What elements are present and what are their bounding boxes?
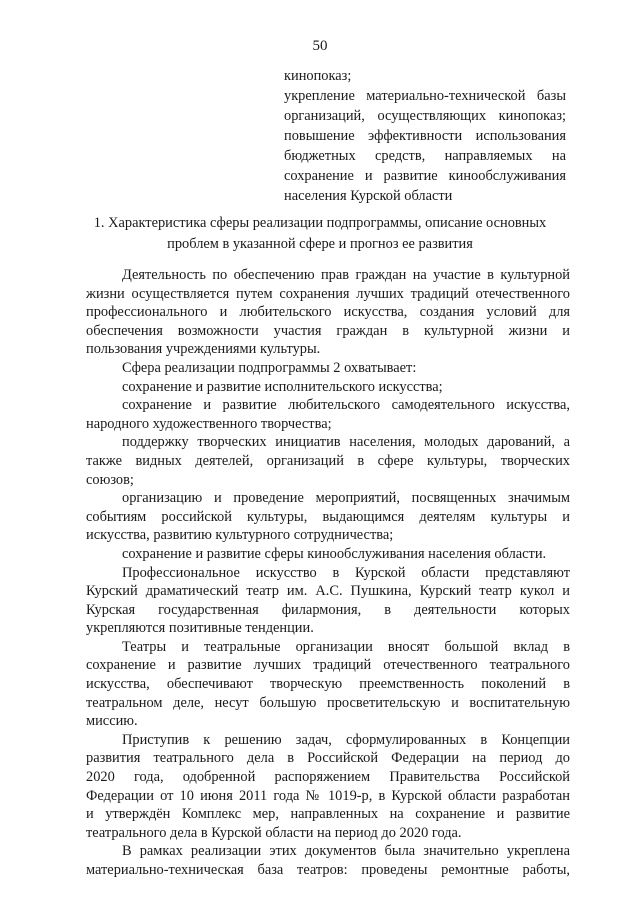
text-line: сохранение и развитие любительского самодеятельного искусства, xyxy=(122,397,570,414)
text-line: Профессиональное искусство в Курской области представляют xyxy=(122,564,570,581)
text-line: обеспечения возможности участия граждан в культурной жизни и xyxy=(86,322,570,339)
heading-line: проблем в указанной сфере и прогноз ее развития xyxy=(167,236,473,252)
text-line: театральном деле, несут большую просветительскую и воспитательную xyxy=(86,694,570,711)
text-line: Сфера реализации подпрограммы 2 охватывает: xyxy=(122,359,417,376)
subprogram-tasks-list xyxy=(284,66,566,206)
text-line: театрального дела в Курской области на период до 2020 года. xyxy=(86,824,462,841)
text-line: народного художественного творчества; xyxy=(86,415,332,432)
text-line: Деятельность по обеспечению прав граждан на участие в культурной xyxy=(122,267,570,283)
text-line: Курский драматический театр им. А.С. Пушкина, Курский театр кукол и xyxy=(86,583,570,600)
text-line: сохранение и развитие лучших традиций отечественного театрального xyxy=(86,657,570,674)
text-line: поддержку творческих инициатив населения, молодых дарований, а xyxy=(122,434,570,451)
text-line: миссию. xyxy=(86,713,138,730)
text-line: жизни осуществляется путем сохранения лучших традиций отечественного xyxy=(86,285,570,302)
text-line: сохранение и развитие сферы кинообслуживания населения области. xyxy=(122,545,547,562)
text-line: В рамках реализации этих документов была значительно укреплена xyxy=(122,843,570,860)
text-line: событиям российской культуры, выдающимся деятелям культуры и xyxy=(86,508,570,525)
list-item: организаций, осуществляющих кинопоказ; xyxy=(284,108,566,124)
list-item: укрепление материально-технической базы xyxy=(284,88,566,104)
text-line: материально-техническая база театров: проведены ремонтные работы, xyxy=(86,862,570,878)
text-line: Федерации от 10 июня 2011 года № 1019-р, в Курской области разработан xyxy=(86,787,570,804)
heading-line: 1. Характеристика сферы реализации подпрограммы, описание основных xyxy=(93,215,547,231)
list-item: кинопоказ; xyxy=(284,68,352,84)
text-line: профессионального и любительского искусства, создания условий для xyxy=(86,304,570,321)
text-line: 2020 года, одобренной распоряжением Правительства Российской xyxy=(86,769,570,786)
text-line: укрепляются позитивные тенденции. xyxy=(86,620,314,637)
text-line: и утверждён Комплекс мер, направленных на сохранение и развитие xyxy=(86,806,570,823)
text-line: развития театрального дела в Российской Федерации на период до xyxy=(86,750,570,767)
text-line: пользования учреждениями культуры. xyxy=(86,341,321,358)
text-line: Курская государственная филармония, в деятельности которых xyxy=(86,601,570,618)
list-item: сохранение и развитие кинообслуживания xyxy=(284,168,566,184)
list-item: повышение эффективности использования xyxy=(284,128,566,144)
section-heading xyxy=(78,213,562,255)
text-line: искусства, развитию культурного сотрудничества; xyxy=(86,527,394,544)
text-line: искусства, обеспечивают творческую преемственность поколений в xyxy=(86,676,570,693)
list-item: населения Курской области xyxy=(284,188,453,204)
text-line: также видных деятелей, организаций в сфере культуры, творческих xyxy=(86,452,570,469)
text-line: организацию и проведение мероприятий, посвященных значимым xyxy=(122,490,570,507)
text-line: сохранение и развитие исполнительского искусства; xyxy=(122,378,443,395)
text-line: союзов; xyxy=(86,471,134,488)
text-line: Театры и театральные организации вносят большой вклад в xyxy=(122,638,570,655)
text-line: Приступив к решению задач, сформулированных в Концепции xyxy=(122,731,570,748)
body-text xyxy=(86,266,570,880)
list-item: бюджетных средств, направляемых на xyxy=(284,148,566,164)
page-number: 50 xyxy=(312,38,328,54)
